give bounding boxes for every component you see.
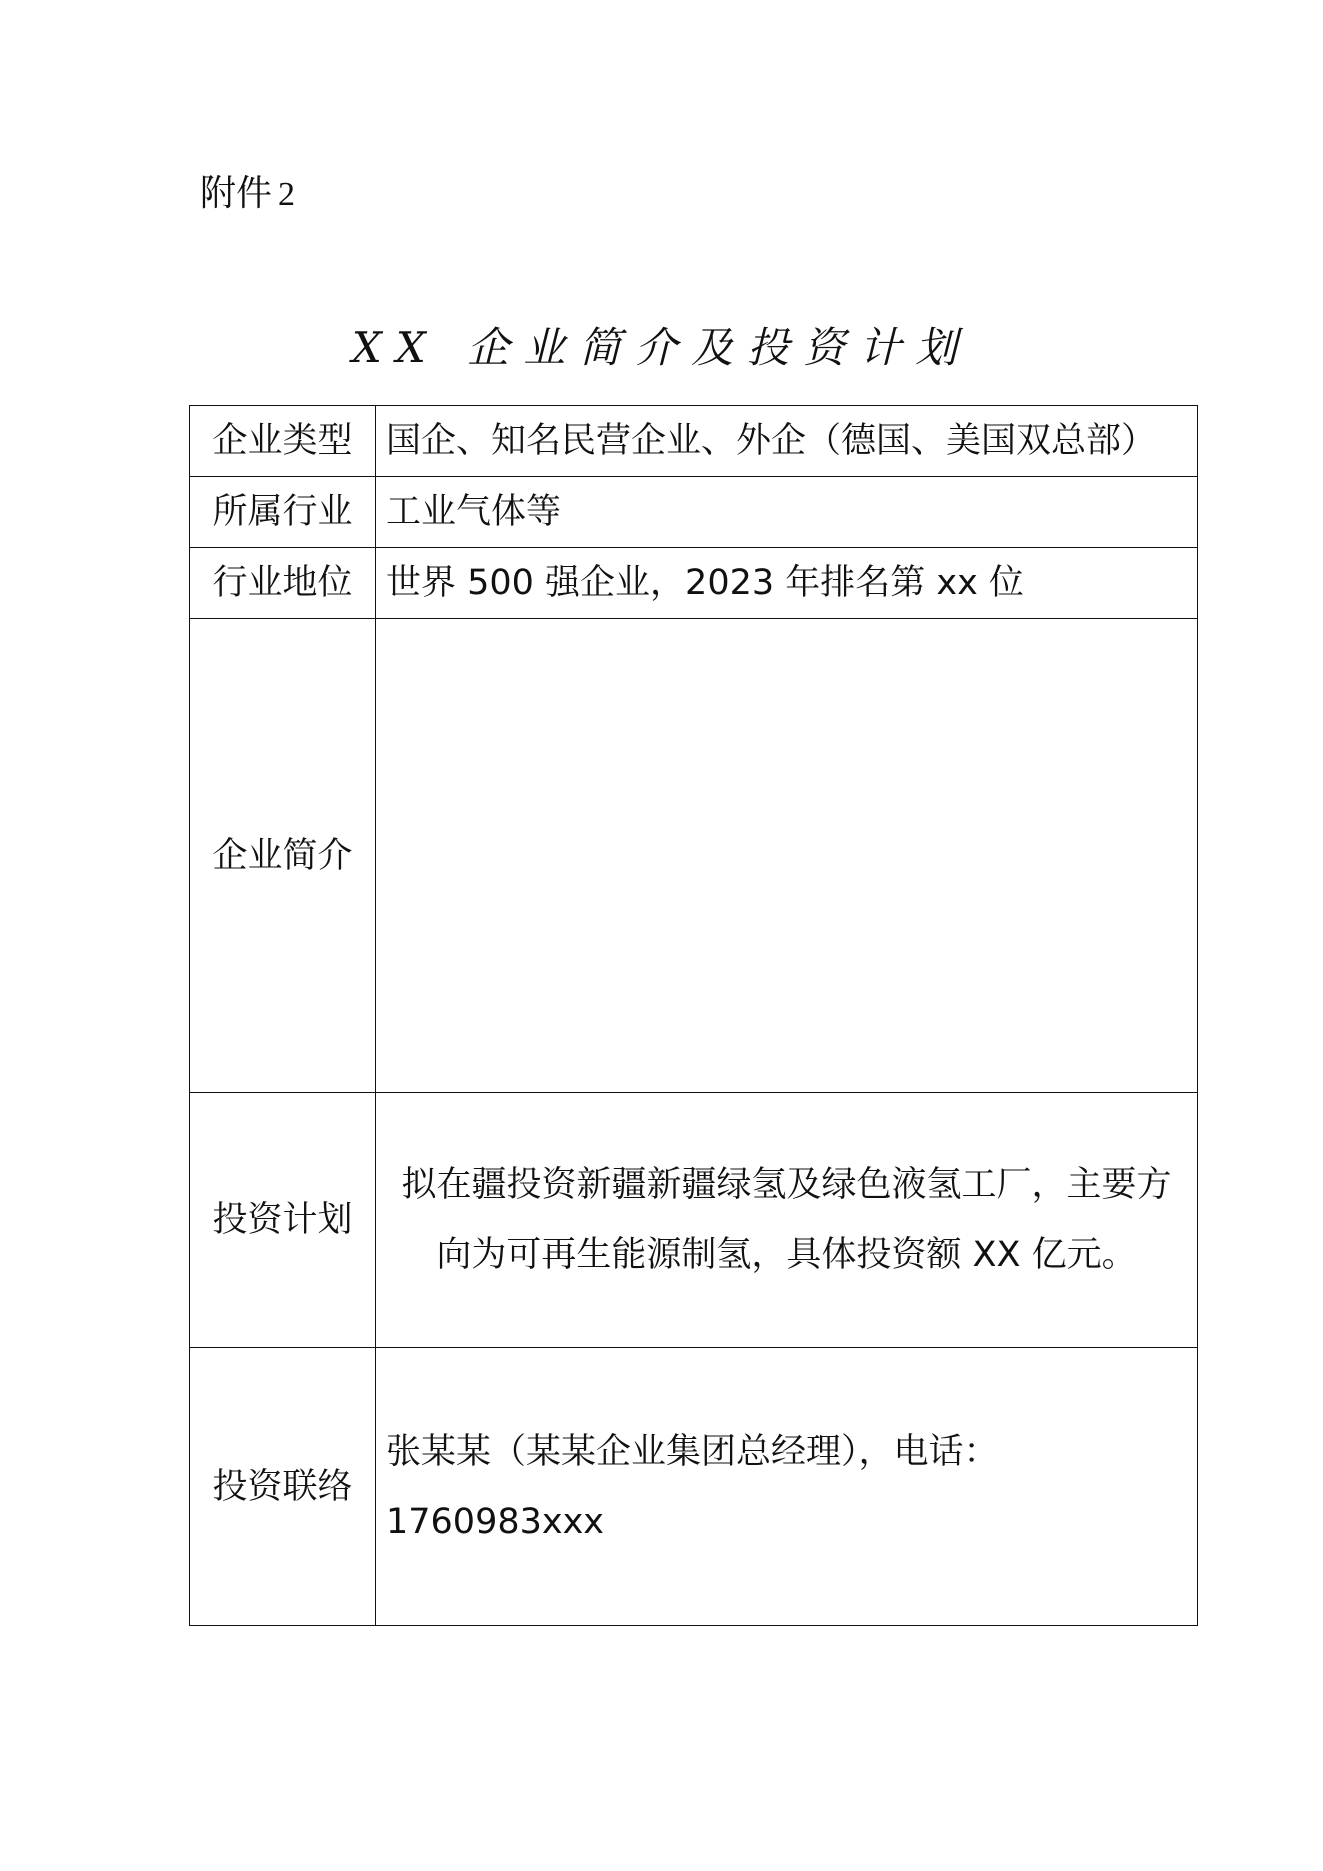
row-value-investment-plan: 拟在疆投资新疆新疆绿氢及绿色液氢工厂，主要方向为可再生能源制氢，具体投资额 XX 亿元。 — [376, 1093, 1198, 1348]
attachment-text: 附件 — [200, 173, 273, 214]
table-row — [190, 548, 1198, 619]
row-label-industry: 所属行业 — [190, 477, 376, 548]
row-label-industry-position: 行业地位 — [190, 548, 376, 619]
row-label-investment-plan: 投资计划 — [190, 1093, 376, 1348]
table-row — [190, 406, 1198, 477]
company-info-table — [189, 405, 1198, 1626]
attachment-number: 2 — [278, 176, 296, 213]
table-row — [190, 477, 1198, 548]
row-label-company-type: 企业类型 — [190, 406, 376, 477]
row-label-investment-contact: 投资联络 — [190, 1348, 376, 1626]
row-value-company-type: 国企、知名民营企业、外企（德国、美国双总部） — [376, 406, 1198, 477]
table-row — [190, 1093, 1198, 1348]
row-value-investment-contact: 张某某（某某企业集团总经理），电话：1760983xxx — [376, 1348, 1198, 1626]
row-value-industry-position: 世界 500 强企业，2023 年排名第 xx 位 — [376, 548, 1198, 619]
row-label-company-profile: 企业简介 — [190, 619, 376, 1093]
table-row — [190, 619, 1198, 1093]
attachment-label — [200, 172, 295, 217]
page-title: XX 企业简介及投资计划 — [351, 323, 972, 372]
table-row — [190, 1348, 1198, 1626]
row-value-company-profile — [376, 619, 1198, 1093]
row-value-industry: 工业气体等 — [376, 477, 1198, 548]
